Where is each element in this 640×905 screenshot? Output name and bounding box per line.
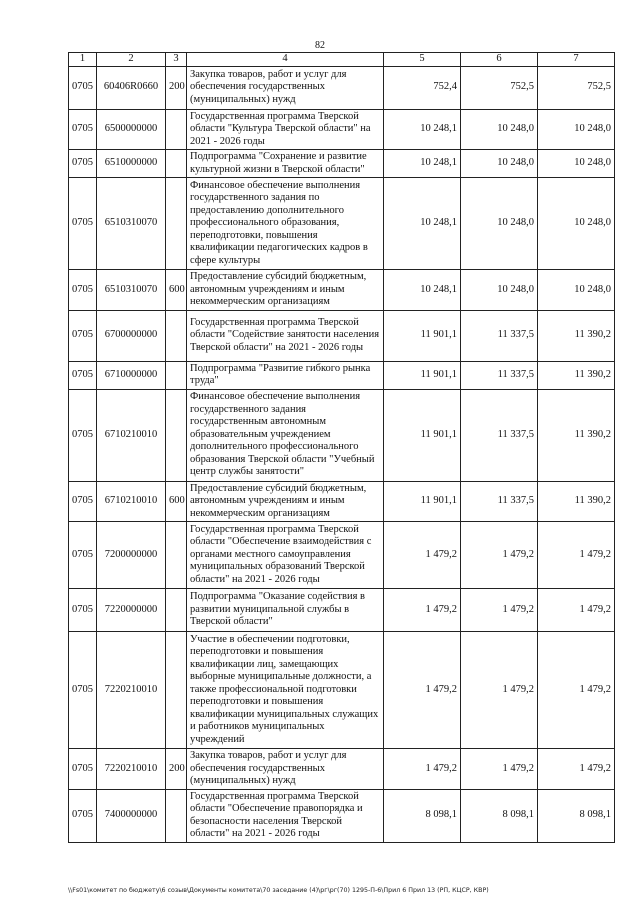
- section-cell: 0705: [69, 589, 97, 632]
- section-cell: 0705: [69, 481, 97, 522]
- type-cell: 600: [166, 270, 187, 311]
- value-col5-cell: 10 248,1: [384, 150, 461, 178]
- value-col7-cell: 1 479,2: [538, 632, 615, 749]
- table-row: [69, 589, 615, 632]
- page-number: 82: [315, 40, 325, 51]
- value-col7-cell: 10 248,0: [538, 109, 615, 150]
- value-col7-cell: 8 098,1: [538, 789, 615, 842]
- value-col6-cell: 11 337,5: [461, 310, 538, 361]
- code-cell: 6710210010: [97, 481, 166, 522]
- value-col7-cell: 10 248,0: [538, 178, 615, 270]
- header-cell-4: 4: [187, 53, 384, 67]
- table-row: [69, 310, 615, 361]
- value-col6-cell: 11 337,5: [461, 361, 538, 389]
- table-row: [69, 481, 615, 522]
- name-cell: Государственная программа Тверской области "Культура Тверской области" на 2021 - 2026 годы: [187, 109, 384, 150]
- code-cell: 7400000000: [97, 789, 166, 842]
- value-col7-cell: 11 390,2: [538, 481, 615, 522]
- section-cell: 0705: [69, 522, 97, 589]
- code-cell: 6710210010: [97, 389, 166, 481]
- code-cell: 6510000000: [97, 150, 166, 178]
- section-cell: 0705: [69, 789, 97, 842]
- value-col5-cell: 752,4: [384, 66, 461, 109]
- header-cell-5: 5: [384, 53, 461, 67]
- table-row: [69, 632, 615, 749]
- code-cell: 6500000000: [97, 109, 166, 150]
- table-row: [69, 109, 615, 150]
- value-col6-cell: 1 479,2: [461, 522, 538, 589]
- value-col7-cell: 10 248,0: [538, 150, 615, 178]
- code-cell: 6510310070: [97, 270, 166, 311]
- value-col7-cell: 752,5: [538, 66, 615, 109]
- value-col6-cell: 10 248,0: [461, 270, 538, 311]
- name-cell: Предоставление субсидий бюджетным, автономным учреждениям и иным некоммерческим организациям: [187, 270, 384, 311]
- code-cell: 7220000000: [97, 589, 166, 632]
- name-cell: Предоставление субсидий бюджетным, автономным учреждениям и иным некоммерческим организациям: [187, 481, 384, 522]
- type-cell: [166, 178, 187, 270]
- section-cell: 0705: [69, 109, 97, 150]
- value-col6-cell: 11 337,5: [461, 481, 538, 522]
- value-col5-cell: 1 479,2: [384, 632, 461, 749]
- table-row: [69, 789, 615, 842]
- value-col6-cell: 8 098,1: [461, 789, 538, 842]
- name-cell: Государственная программа Тверской области "Обеспечение взаимодействия с органами местного самоуправления муниципальных образований Тверской области" на 2021 - 2026 годы: [187, 522, 384, 589]
- type-cell: [166, 109, 187, 150]
- type-cell: [166, 589, 187, 632]
- section-cell: 0705: [69, 749, 97, 790]
- value-col6-cell: 10 248,0: [461, 178, 538, 270]
- value-col6-cell: 1 479,2: [461, 632, 538, 749]
- value-col7-cell: 11 390,2: [538, 310, 615, 361]
- section-cell: 0705: [69, 361, 97, 389]
- table-row: [69, 270, 615, 311]
- value-col5-cell: 1 479,2: [384, 749, 461, 790]
- value-col6-cell: 11 337,5: [461, 389, 538, 481]
- value-col7-cell: 11 390,2: [538, 361, 615, 389]
- value-col7-cell: 11 390,2: [538, 389, 615, 481]
- type-cell: [166, 632, 187, 749]
- value-col5-cell: 11 901,1: [384, 310, 461, 361]
- code-cell: 6700000000: [97, 310, 166, 361]
- type-cell: [166, 389, 187, 481]
- value-col5-cell: 10 248,1: [384, 109, 461, 150]
- name-cell: Закупка товаров, работ и услуг для обеспечения государственных (муниципальных) нужд: [187, 66, 384, 109]
- type-cell: 200: [166, 66, 187, 109]
- table-row: [69, 361, 615, 389]
- code-cell: 7220210010: [97, 749, 166, 790]
- name-cell: Государственная программа Тверской области "Обеспечение правопорядка и безопасности населения Тверской области" на 2021 - 2026 годы: [187, 789, 384, 842]
- value-col5-cell: 11 901,1: [384, 481, 461, 522]
- value-col7-cell: 1 479,2: [538, 589, 615, 632]
- type-cell: 600: [166, 481, 187, 522]
- section-cell: 0705: [69, 270, 97, 311]
- budget-table: [68, 52, 615, 843]
- value-col5-cell: 1 479,2: [384, 589, 461, 632]
- table-row: [69, 749, 615, 790]
- type-cell: [166, 789, 187, 842]
- section-cell: 0705: [69, 310, 97, 361]
- table-row: [69, 66, 615, 109]
- type-cell: 200: [166, 749, 187, 790]
- name-cell: Финансовое обеспечение выполнения государственного задания по предоставлению дополнительного профессионального образования, переподготовки, повышения квалификации педагогических кадров в сфере культуры: [187, 178, 384, 270]
- name-cell: Подпрограмма "Сохранение и развитие культурной жизни в Тверской области": [187, 150, 384, 178]
- code-cell: 6710000000: [97, 361, 166, 389]
- type-cell: [166, 522, 187, 589]
- header-cell-7: 7: [538, 53, 615, 67]
- value-col6-cell: 10 248,0: [461, 150, 538, 178]
- value-col6-cell: 752,5: [461, 66, 538, 109]
- section-cell: 0705: [69, 389, 97, 481]
- name-cell: Финансовое обеспечение выполнения государственного задания государственным автономным образовательным учреждением дополнительного профессионального образования Тверской области "Учебный центр службы занятости": [187, 389, 384, 481]
- table-row: [69, 389, 615, 481]
- type-cell: [166, 361, 187, 389]
- name-cell: Подпрограмма "Оказание содействия в развитии муниципальной службы в Тверской области": [187, 589, 384, 632]
- value-col7-cell: 1 479,2: [538, 522, 615, 589]
- name-cell: Подпрограмма "Развитие гибкого рынка труда": [187, 361, 384, 389]
- value-col6-cell: 1 479,2: [461, 589, 538, 632]
- value-col6-cell: 1 479,2: [461, 749, 538, 790]
- code-cell: 6510310070: [97, 178, 166, 270]
- type-cell: [166, 310, 187, 361]
- type-cell: [166, 150, 187, 178]
- value-col5-cell: 11 901,1: [384, 361, 461, 389]
- value-col5-cell: 10 248,1: [384, 178, 461, 270]
- section-cell: 0705: [69, 150, 97, 178]
- value-col5-cell: 8 098,1: [384, 789, 461, 842]
- header-cell-3: 3: [166, 53, 187, 67]
- header-cell-6: 6: [461, 53, 538, 67]
- header-cell-2: 2: [97, 53, 166, 67]
- name-cell: Закупка товаров, работ и услуг для обеспечения государственных (муниципальных) нужд: [187, 749, 384, 790]
- section-cell: 0705: [69, 66, 97, 109]
- header-cell-1: 1: [69, 53, 97, 67]
- value-col7-cell: 1 479,2: [538, 749, 615, 790]
- table-row: [69, 150, 615, 178]
- code-cell: 60406R0660: [97, 66, 166, 109]
- name-cell: Участие в обеспечении подготовки, переподготовки и повышения квалификации лиц, замещающих выборные муниципальные должности, а также профессиональной подготовки переподготовки и повышения квалификации муниципальных служащих и работников муниципальных учреждений: [187, 632, 384, 749]
- file-path-footer: \\Fs01\комитет по бюджету\6 созыв\Документы комитета\70 заседание (4)\рг\рг(70) 1295-П-6\Прил 6 Прил 13 (РП, КЦСР, КВР): [68, 887, 489, 894]
- value-col6-cell: 10 248,0: [461, 109, 538, 150]
- value-col7-cell: 10 248,0: [538, 270, 615, 311]
- table-row: [69, 178, 615, 270]
- code-cell: 7200000000: [97, 522, 166, 589]
- header-row: [69, 53, 615, 67]
- value-col5-cell: 11 901,1: [384, 389, 461, 481]
- section-cell: 0705: [69, 632, 97, 749]
- value-col5-cell: 10 248,1: [384, 270, 461, 311]
- table-row: [69, 522, 615, 589]
- section-cell: 0705: [69, 178, 97, 270]
- value-col5-cell: 1 479,2: [384, 522, 461, 589]
- name-cell: Государственная программа Тверской области "Содействие занятости населения Тверской области" на 2021 - 2026 годы: [187, 310, 384, 361]
- code-cell: 7220210010: [97, 632, 166, 749]
